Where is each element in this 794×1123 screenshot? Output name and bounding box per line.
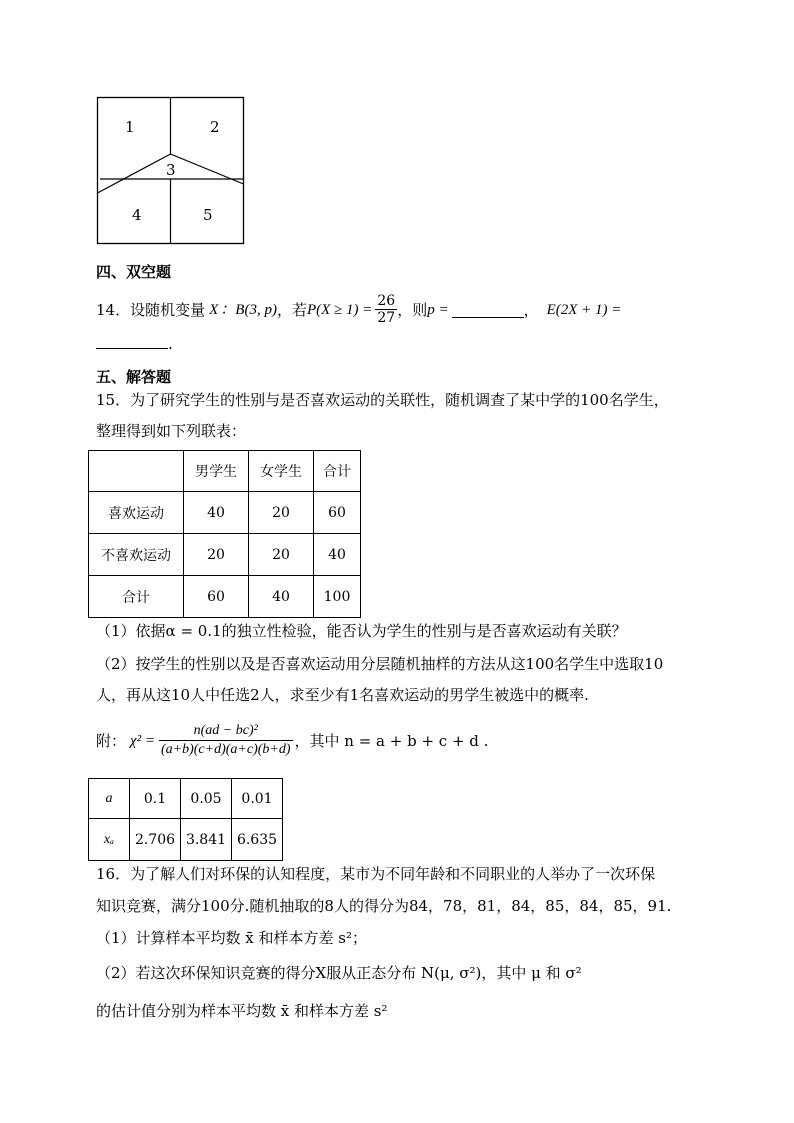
q15-part2-line2: 人，再从这10人中任选2人，求至少有1名喜欢运动的男学生被选中的概率. xyxy=(96,686,589,704)
table-cell: 20 xyxy=(184,534,249,576)
q14-line2 xyxy=(96,333,173,354)
q14-text3: ，则 xyxy=(397,300,428,319)
table-row xyxy=(89,492,361,534)
table-cell: 6.635 xyxy=(232,819,283,861)
region-label-1: 1 xyxy=(125,118,135,136)
q15-intro-line1: 15．为了研究学生的性别与是否喜欢运动的关联性，随机调查了某中学的100名学生， xyxy=(96,391,669,409)
table-cell: 60 xyxy=(184,576,249,618)
chi-square-denominator: (a+b)(c+d)(a+c)(b+d) xyxy=(160,742,291,757)
appendix-label: 附： xyxy=(96,731,127,750)
chi-square-numerator: n(ad − bc)² xyxy=(159,722,293,741)
chi-square-where: ，其中 n = a + b + c + d . xyxy=(294,731,489,750)
q16-line2: 知识竞赛，满分100分.随机抽取的8人的得分为84，78，81，84，85，84，85，91. xyxy=(96,897,672,915)
table-cell: 20 xyxy=(249,534,314,576)
q14-number: 14． xyxy=(96,300,131,319)
q14-p-eq: p = xyxy=(427,301,449,318)
q14-var-x: X xyxy=(209,301,219,318)
critical-value-table xyxy=(88,778,283,861)
table-cell: 2.706 xyxy=(130,819,181,861)
q15-intro-line2: 整理得到如下列联表： xyxy=(96,422,247,440)
table-cell: 40 xyxy=(249,576,314,618)
table-cell: 40 xyxy=(184,492,249,534)
table-row xyxy=(89,576,361,618)
q14-dist: ：B(3, p) xyxy=(220,301,277,318)
table-cell: 合计 xyxy=(89,576,184,618)
table-cell: 不喜欢运动 xyxy=(89,534,184,576)
q14-blank-1[interactable] xyxy=(452,302,524,318)
section-5-heading: 五、解答题 xyxy=(96,368,172,386)
q14-end: . xyxy=(168,335,173,353)
table-row xyxy=(89,779,283,819)
q15-part1: （1）依据α = 0.1的独立性检验，能否认为学生的性别与是否喜欢运动有关联？ xyxy=(96,622,627,640)
q15-appendix xyxy=(96,722,488,759)
table-header-cell: 合计 xyxy=(314,451,361,492)
contingency-table xyxy=(88,450,361,618)
chi-square-lhs: χ² = xyxy=(130,732,155,749)
q14-expectation: E(2X + 1) = xyxy=(546,301,622,318)
section-4-heading: 四、双空题 xyxy=(96,263,172,281)
table-header-cell: 女学生 xyxy=(249,451,314,492)
table-row xyxy=(89,819,283,861)
q14-blank-2[interactable] xyxy=(96,333,168,349)
table-cell: 0.1 xyxy=(130,779,181,819)
q16-part1: （1）计算样本平均数 x̄ 和样本方差 s²； xyxy=(96,929,368,947)
region-label-2: 2 xyxy=(210,118,220,136)
q16-line5: 的估计值分别为样本平均数 x̄ 和样本方差 s² xyxy=(96,1002,388,1020)
table-cell: 3.841 xyxy=(181,819,232,861)
table-header-cell: 男学生 xyxy=(184,451,249,492)
q16-part2: （2）若这次环保知识竞赛的得分X服从正态分布 N(μ, σ²)，其中 μ 和 σ² xyxy=(96,964,582,982)
region-label-5: 5 xyxy=(203,206,213,224)
region-label-3: 3 xyxy=(166,161,176,179)
table-cell: 0.01 xyxy=(232,779,283,819)
q14-frac-num: 26 xyxy=(377,293,396,309)
q14-frac-den: 27 xyxy=(377,310,396,326)
table-cell: 60 xyxy=(314,492,361,534)
q14-text2: ，若 xyxy=(276,300,307,319)
region-label-4: 4 xyxy=(132,206,142,224)
q14-comma: ， xyxy=(523,300,539,319)
table-header-cell xyxy=(89,451,184,492)
q14-prob: P(X ≥ 1) = xyxy=(306,301,373,318)
table-row xyxy=(89,534,361,576)
q14-text1: 设随机变量 xyxy=(130,300,206,319)
table-cell: 40 xyxy=(314,534,361,576)
table-header-row xyxy=(89,451,361,492)
table-cell: 100 xyxy=(314,576,361,618)
table-cell: a xyxy=(89,779,130,819)
table-cell: 20 xyxy=(249,492,314,534)
table-cell: 喜欢运动 xyxy=(89,492,184,534)
table-cell: 0.05 xyxy=(181,779,232,819)
question-14 xyxy=(96,293,621,326)
q16-line1: 16．为了解人们对环保的认知程度，某市为不同年龄和不同职业的人举办了一次环保 xyxy=(96,865,656,883)
chi-square-fraction xyxy=(159,722,293,759)
table-cell: xₐ xyxy=(89,819,130,861)
q14-fraction xyxy=(375,293,397,326)
q15-part2-line1: （2）按学生的性别以及是否喜欢运动用分层随机抽样的方法从这100名学生中选取10 xyxy=(96,655,664,673)
